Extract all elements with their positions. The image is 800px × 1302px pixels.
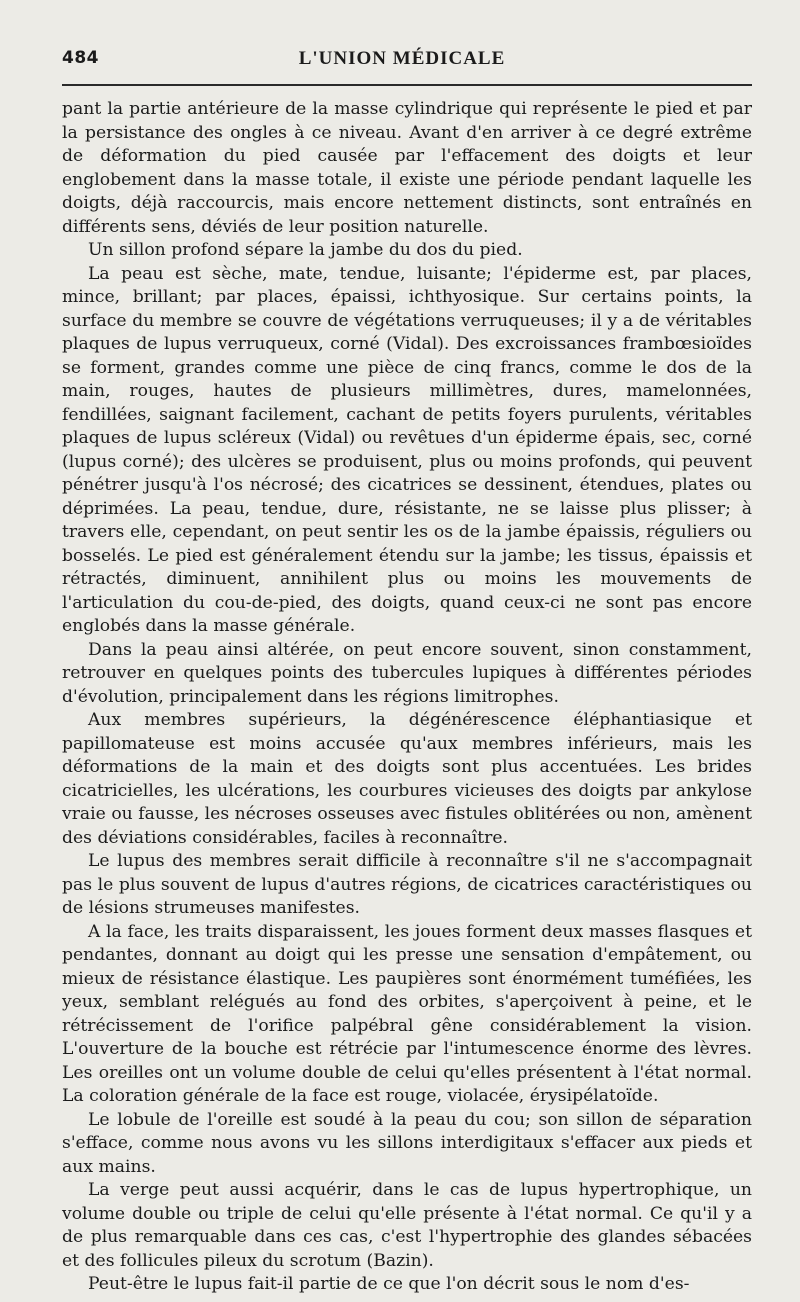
paragraph: Peut-être le lupus fait-il partie de ce que l'on décrit sous le nom d'es- (88, 1274, 690, 1294)
paragraph: Un sillon profond sépare la jambe du dos du pied. (88, 240, 523, 260)
paragraph: Le lupus des membres serait difficile à reconnaître s'il ne s'accompagnait pas le plus souvent de lupus d'autres régions, de cicatrices caractéristiques ou de lésions strumeuses manifestes. (62, 851, 752, 918)
paragraph: Dans la peau ainsi altérée, on peut encore souvent, sinon constamment, retrouver en quelques points des tubercules lupiques à différentes périodes d'évolution, principalement dans les régions limitrophes. (62, 639, 752, 707)
paragraph: pant la partie antérieure de la masse cylindrique qui représente le pied et par la persistance des ongles à ce niveau. Avant d'en arriver à ce degré extrême de déformation du pied causée par l'effacement des doigts et leur englobement dans la masse totale, il existe une période pendant laquelle les doigts, déjà raccourcis, mais encore nettement distincts, sont entraînés en différents sens, déviés de leur position naturelle. (62, 99, 752, 237)
paragraph: La peau est sèche, mate, tendue, luisante; l'épiderme est, par places, mince, brillant; par places, épaissi, ichthyosique. Sur certains points, la surface du membre se couvre de végétations verruqueuses; il y a de véritables plaques de lupus verruqueux, corné (Vidal). Des excroissances frambœsioïdes se forment, grandes comme une pièce de cinq francs, comme le dos de la main, rouges, hautes de plusieurs millimètres, dures, mamelonnées, fendillées, saignant facilement, cachant de petits foyers purulents, véritables plaques de lupus scléreux (Vidal) ou revêtues d'un épiderme épais, sec, corné (lupus corné); des ulcères se produisent, plus ou moins profonds, qui peuvent pénétrer jusqu'à l'os nécrosé; des cicatrices se dessinent, étendues, plates ou déprimées. La peau, tendue, dure, résistante, ne se laisse plus plisser; à travers elle, cependant, on peut sentir les os de la jambe épaissis, réguliers ou bosselés. Le pied est généralement étendu sur la jambe; les tissus, épaissis et rétractés, diminuent, annihilent plus ou moins les mouvements de l'articulation du cou-de-pied, des doigts, quand ceux-ci ne sont pas encore englobés dans la masse générale. (62, 263, 752, 636)
body-text (62, 98, 752, 1297)
paragraph: Le lobule de l'oreille est soudé à la peau du cou; son sillon de séparation s'efface, comme nous avons vu les sillons interdigitaux s'effacer aux pieds et aux mains. (62, 1109, 752, 1177)
running-title: L'UNION MÉDICALE (298, 48, 506, 69)
page-header (62, 48, 742, 78)
paragraph: A la face, les traits disparaissent, les joues forment deux masses flasques et pendantes, donnant au doigt qui les presse une sensation d'empâtement, ou mieux de résistance élastique. Les paupières sont énormément tuméfiées, les yeux, semblant relégués au fond des orbites, s'aperçoivent à peine, et le rétrécissement de l'orifice palpébral gêne considérablement la vision. L'ouverture de la bouche est rétrécie par l'intumescence énorme des lèvres. Les oreilles ont un volume double de celui qu'elles présentent à l'état normal. La coloration générale de la face est rouge, violacée, érysipélatoïde. (62, 921, 752, 1106)
paragraph: La verge peut aussi acquérir, dans le cas de lupus hypertrophique, un volume double ou triple de celui qu'elle présente à l'état normal. Ce qu'il y a de plus remarquable dans ces cas, c'est l'hypertrophie des glandes sébacées et des follicules pileux du scrotum (Bazin). (62, 1180, 752, 1271)
page-number: 484 (62, 48, 99, 68)
paragraph: Aux membres supérieurs, la dégénérescence éléphantiasique et papillomateuse est moins accusée qu'aux membres inférieurs, mais les déformations de la main et des doigts sont plus accentuées. Les brides cicatricielles, les ulcérations, les courbures vicieuses des doigts par ankylose vraie ou fausse, les nécroses osseuses avec fistules oblitérées ou non, amènent des déviations considérables, faciles à reconnaître. (62, 710, 752, 848)
header-rule (62, 84, 752, 86)
